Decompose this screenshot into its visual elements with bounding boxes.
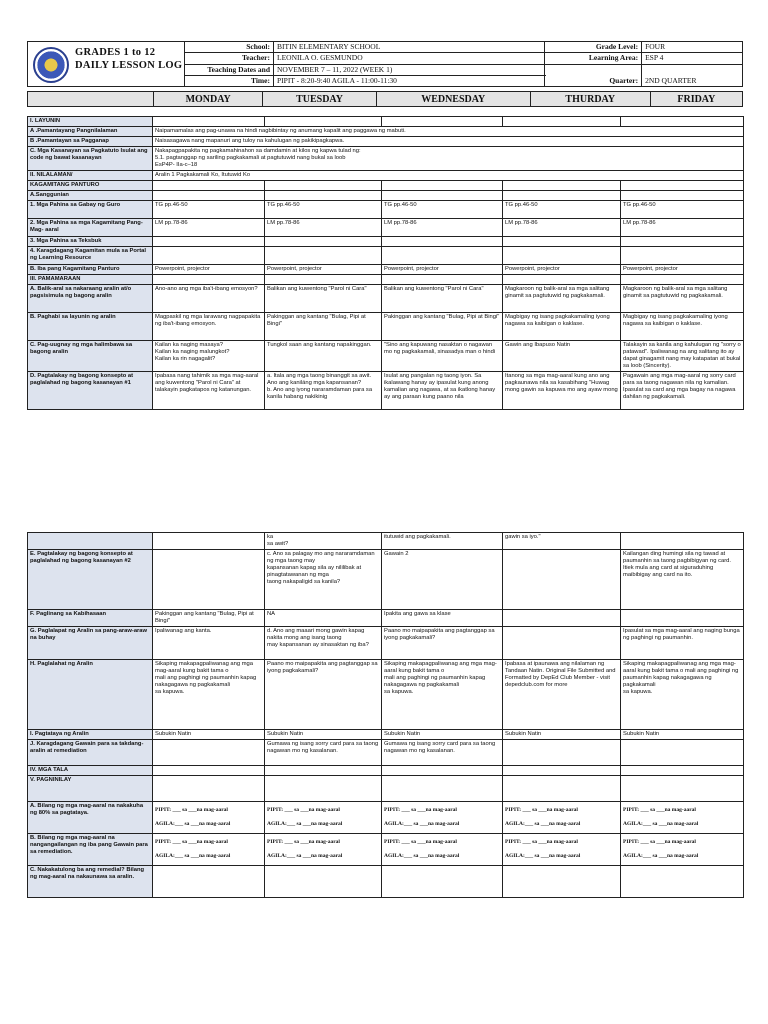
day-cell xyxy=(621,191,744,201)
day-cell: Magbigay ng isang pagkakamaling iyong nagawa sa kaibigan o kaklase. xyxy=(503,313,621,341)
row-label xyxy=(28,533,153,550)
day-cell xyxy=(503,117,621,127)
day-cell xyxy=(621,866,744,898)
day-cell: Sikaping makapagpaliwanag ang mga mag-aaral kung bakit tama o mali ang paghingi ng paumanhin kapag nakagagawa ng pagkakamali sa kapuwa. xyxy=(153,660,265,730)
header-table xyxy=(27,41,743,87)
day-cell: Ipakita ang gawa sa klase xyxy=(382,610,503,627)
school-label: School: xyxy=(185,42,274,53)
day-cell xyxy=(153,766,265,776)
agila-count: AGILA:___ sa ___na mag-aaral xyxy=(155,821,231,827)
day-cell xyxy=(153,191,265,201)
day-cell: itutuwid ang pagkakamali. xyxy=(382,533,503,550)
day-cell: "Sino ang kapuwang nasaktan o nagawan mo ng pagkakamali, sinasadya man o hindi xyxy=(382,341,503,372)
deped-seal-icon xyxy=(33,47,69,83)
day-cell xyxy=(621,776,744,802)
day-cell xyxy=(503,237,621,247)
day-cell xyxy=(503,627,621,660)
table-row xyxy=(28,550,744,610)
pipit-count: PIPIT: ___ sa ___na mag-aaral xyxy=(623,839,696,845)
row-span-cell: Aralin 1 Pagkakamali Ko, Itutuwid Ko xyxy=(153,171,744,181)
day-header-row xyxy=(27,91,743,107)
day-cell xyxy=(265,247,382,265)
day-tuesday: TUESDAY xyxy=(263,92,376,107)
day-cell xyxy=(382,191,503,201)
row-label: A.Sanggunian xyxy=(28,191,153,201)
day-cell xyxy=(265,275,382,285)
teacher-label: Teacher: xyxy=(185,53,274,64)
table-row xyxy=(28,627,744,660)
day-cell: Sikaping makapagpaliwanag ang mga mag-aaral kung bakit tama o mali ang paghingi ng paumanhin kapag nakagagawa ng pagkakamali sa kapuwa. xyxy=(382,660,503,730)
count-cell xyxy=(153,834,265,866)
day-cell: Gawin ang Ibapuso Natin xyxy=(503,341,621,372)
day-cell xyxy=(153,776,265,802)
day-cell: Powerpoint, projector xyxy=(621,265,744,275)
table-row xyxy=(28,372,744,410)
agila-count: AGILA:___ sa ___na mag-aaral xyxy=(155,853,231,859)
grade-label: Grade Level: xyxy=(545,42,642,53)
area-label: Learning Area: xyxy=(545,53,642,64)
grade-value: FOUR xyxy=(642,42,743,53)
agila-count: AGILA:___ sa ___na mag-aaral xyxy=(505,853,581,859)
day-cell xyxy=(503,766,621,776)
table-row xyxy=(28,776,744,802)
day-wednesday: WEDNESDAY xyxy=(376,92,530,107)
row-span-cell: Naipamamalas ang pag-unawa na hindi nagbibintay ng anumang kapalit ang paggawa ng mabuti. xyxy=(153,127,744,137)
pipit-count: PIPIT: ___ sa ___na mag-aaral xyxy=(623,807,696,813)
day-cell: LM pp.78-86 xyxy=(265,219,382,237)
day-cell xyxy=(503,181,621,191)
agila-count: AGILA:___ sa ___na mag-aaral xyxy=(623,853,699,859)
time-label: Time: xyxy=(185,75,274,86)
day-cell: Ipabasa nang tahimik sa mga mag-aaral ang kuwentong "Parol ni Cara" at talakayin pagkatapos ng katanungan. xyxy=(153,372,265,410)
day-cell: Pakinggan ang kantang "Bulag, Pipi at Bingi" xyxy=(265,313,382,341)
table-row xyxy=(28,181,744,191)
row-label: 3. Mga Pahina sa Teksbuk xyxy=(28,237,153,247)
day-cell: LM pp.78-86 xyxy=(153,219,265,237)
dates-label: Teaching Dates and xyxy=(185,64,274,75)
table-row xyxy=(28,730,744,740)
day-cell: Magbigay ng isang pagkakamaling iyong nagawa sa kaibigan o kaklase. xyxy=(621,313,744,341)
table-row xyxy=(28,191,744,201)
day-cell: Paano mo maipapakita ang pagtanggap sa iyong pagkakamali? xyxy=(265,660,382,730)
row-label: 4. Karagdagang Kagamitan mula sa Portal ng Learning Resource xyxy=(28,247,153,265)
table-row xyxy=(28,201,744,219)
table-row xyxy=(28,147,744,171)
count-cell xyxy=(265,834,382,866)
day-cell: TG pp.46-50 xyxy=(382,201,503,219)
row-label: G. Paglalapat ng Aralin sa pang-araw-araw na buhay xyxy=(28,627,153,660)
row-label: II. NILALAMAN/ xyxy=(28,171,153,181)
table-row xyxy=(28,866,744,898)
day-cell xyxy=(621,237,744,247)
day-cell xyxy=(153,866,265,898)
day-cell xyxy=(621,533,744,550)
table-row xyxy=(28,533,744,550)
day-cell: Pagawain ang mga mag-aaral ng sorry card para sa taong nagawan nila ng kamalian. Ipasulat sa card ang mga bagay na nagawa dahilan ng pagkakamali. xyxy=(621,372,744,410)
day-cell xyxy=(265,766,382,776)
row-label: III. PAMAMARAAN xyxy=(28,275,153,285)
day-cell xyxy=(153,740,265,766)
day-cell xyxy=(382,866,503,898)
row-label: IV. MGA TALA xyxy=(28,766,153,776)
header-logo-cell xyxy=(28,42,185,87)
day-cell: a. Itala ang mga taong binanggit sa awit. Ano ang kaniláng mga kapansanan? b. Ano ang iyong nararamdaman para sa kanila habang nakikinig xyxy=(265,372,382,410)
pipit-count: PIPIT: ___ sa ___na mag-aaral xyxy=(155,839,228,845)
time-value: PIPIT - 8:20-9:40 AGILA - 11:00-11:30 xyxy=(274,75,545,86)
day-cell xyxy=(503,610,621,627)
table-row xyxy=(28,265,744,275)
day-cell xyxy=(503,776,621,802)
day-cell: Gawain 2 xyxy=(382,550,503,610)
day-cell: TG pp.46-50 xyxy=(621,201,744,219)
table-row xyxy=(28,127,744,137)
table-row xyxy=(28,117,744,127)
school-value: BITIN ELEMENTARY SCHOOL xyxy=(274,42,545,53)
day-cell xyxy=(153,247,265,265)
row-label: C. Nakakatulong ba ang remedial? Bilang ng mag-aaral na nakaunawa sa aralin. xyxy=(28,866,153,898)
day-cell: TG pp.46-50 xyxy=(153,201,265,219)
day-cell xyxy=(621,117,744,127)
day-cell: c. Ano sa palagay mo ang nararamdaman ng mga taong may kapansanan kapag sila ay nililibak at pinagtatawanan ng mga taong nakapaligid sa kanila? xyxy=(265,550,382,610)
day-cell xyxy=(382,275,503,285)
row-label: A .Pamantayang Pangnilalaman xyxy=(28,127,153,137)
row-span-cell: Naisasagawa nang mapanuri ang tuloy na kahulugan ng pakikipagkapwa. xyxy=(153,137,744,147)
agila-count: AGILA:___ sa ___na mag-aaral xyxy=(267,853,343,859)
pipit-count: PIPIT: ___ sa ___na mag-aaral xyxy=(267,807,340,813)
day-cell xyxy=(265,776,382,802)
pipit-count: PIPIT: ___ sa ___na mag-aaral xyxy=(155,807,228,813)
agila-count: AGILA:___ sa ___na mag-aaral xyxy=(623,821,699,827)
day-cell: Ipabasa at ipaunawa ang nilalaman ng Tandaan Natin. Original File Submitted and Formatted by DepEd Club Member - visit depedclub.com for more xyxy=(503,660,621,730)
day-cell xyxy=(382,117,503,127)
table-row xyxy=(28,237,744,247)
day-cell xyxy=(621,181,744,191)
title-line-2: DAILY LESSON LOG xyxy=(75,60,183,71)
day-cell: Gumawa ng isang sorry card para sa taong nagawan mo ng kasalanan. xyxy=(265,740,382,766)
row-label: F. Paglinang sa Kabihasaan xyxy=(28,610,153,627)
day-cell xyxy=(503,275,621,285)
day-cell xyxy=(503,247,621,265)
day-cell xyxy=(621,740,744,766)
lesson-table-page-1 xyxy=(27,116,744,410)
day-cell: LM pp.78-86 xyxy=(621,219,744,237)
day-cell: Itanong sa mga mag-aaral kung ano ang pagkaunawa nila sa kasabihang "Huwag mong gawin sa kapuwa mo ang ayaw mong xyxy=(503,372,621,410)
table-row xyxy=(28,802,744,834)
table-row xyxy=(28,610,744,627)
day-cell: Subukin Natin xyxy=(621,730,744,740)
table-row xyxy=(28,341,744,372)
day-cell: LM pp.78-86 xyxy=(503,219,621,237)
day-cell: Balikan ang kuwentong "Parol ni Cara" xyxy=(265,285,382,313)
lesson-table-page-2 xyxy=(27,532,744,898)
quarter-value: 2ND QUARTER xyxy=(642,64,743,87)
table-row xyxy=(28,740,744,766)
day-cell xyxy=(621,247,744,265)
row-label: A. Balik-aral sa nakaraang aralin at/o pagsisimula ng bagong aralin xyxy=(28,285,153,313)
day-cell: NA xyxy=(265,610,382,627)
count-cell xyxy=(382,834,503,866)
count-cell xyxy=(265,802,382,834)
row-label: I. Pagtataya ng Aralin xyxy=(28,730,153,740)
day-cell: Sikaping makapagpaliwanag ang mga mag-aaral kung bakit tama o mali ang paghingi ng paumanhin kapag nakagagawa ng pagkakamali sa kapuwa. xyxy=(621,660,744,730)
day-cell xyxy=(153,550,265,610)
count-cell xyxy=(382,802,503,834)
count-cell xyxy=(621,802,744,834)
day-friday: FRIDAY xyxy=(650,92,742,107)
day-cell: Kailan ka naging masaya? Kailan ka naging malungkot? Kailan ka rin nagagalit? xyxy=(153,341,265,372)
agila-count: AGILA:___ sa ___na mag-aaral xyxy=(384,853,460,859)
day-cell: Ipaliwanag ang kanta. xyxy=(153,627,265,660)
day-cell: Subukin Natin xyxy=(265,730,382,740)
day-cell: Paano mo maipapakita ang pagtanggap sa iyong pagkakamali? xyxy=(382,627,503,660)
day-cell: Powerpoint, projector xyxy=(265,265,382,275)
row-label: 2. Mga Pahina sa mga Kagamitang Pang- Mag- aaral xyxy=(28,219,153,237)
day-cell xyxy=(265,191,382,201)
day-cell: Subukin Natin xyxy=(503,730,621,740)
day-cell xyxy=(503,866,621,898)
day-cell xyxy=(265,866,382,898)
day-cell xyxy=(265,117,382,127)
day-cell: Ipasulat sa mga mag-aaral ang naging bunga ng paghingi ng paumanhin. xyxy=(621,627,744,660)
day-cell: Kailangan ding humingi sila ng tawad at paumanhin sa taong pagbibigyan ng card. Itiek mula ang card at siguraduhing maibibigay ang card na ito. xyxy=(621,550,744,610)
day-cell xyxy=(621,275,744,285)
day-cell xyxy=(621,610,744,627)
day-cell xyxy=(382,181,503,191)
row-label: B .Pamantayan sa Pagganap xyxy=(28,137,153,147)
table-row xyxy=(28,660,744,730)
teacher-value: LEONILA O. GESMUNDO xyxy=(274,53,545,64)
count-cell xyxy=(503,802,621,834)
row-label: KAGAMITANG PANTURO xyxy=(28,181,153,191)
day-cell xyxy=(265,181,382,191)
table-row xyxy=(28,171,744,181)
row-label: J. Karagdagang Gawain para sa takdang- aralin at remediation xyxy=(28,740,153,766)
agila-count: AGILA:___ sa ___na mag-aaral xyxy=(384,821,460,827)
day-cell: Powerpoint, projector xyxy=(153,265,265,275)
row-label: V. PAGNINILAY xyxy=(28,776,153,802)
row-label: B. Iba pang Kagamitang Panturo xyxy=(28,265,153,275)
day-header-blank xyxy=(28,92,154,107)
day-cell xyxy=(503,191,621,201)
table-row xyxy=(28,285,744,313)
row-label: C. Mga Kasanayan sa Pagkatuto Isulat ang code ng bawat kasanayan xyxy=(28,147,153,171)
row-label: C. Pag-uugnay ng mga halimbawa sa bagong aralin xyxy=(28,341,153,372)
day-cell: Talakayin sa kanila ang kahulugan ng "sorry o patawad". Ipaliwanag na ang salitang ito ay dapat ginagamit nang may katapatan at bukal sa loob (Sincerity). xyxy=(621,341,744,372)
count-cell xyxy=(503,834,621,866)
day-cell xyxy=(265,237,382,247)
pipit-count: PIPIT: ___ sa ___na mag-aaral xyxy=(267,839,340,845)
day-cell: Ano-ano ang mga iba't-ibang emosyon? xyxy=(153,285,265,313)
day-cell: Magkaroon ng balik-aral sa mga salitang ginamit sa pagtutuwid ng pagkakamali. xyxy=(503,285,621,313)
pipit-count: PIPIT: ___ sa ___na mag-aaral xyxy=(384,839,457,845)
day-cell xyxy=(382,766,503,776)
row-label: B. Paghabi sa layunin ng aralin xyxy=(28,313,153,341)
dates-value: NOVEMBER 7 – 11, 2022 (WEEK 1) xyxy=(274,64,545,75)
count-cell xyxy=(621,834,744,866)
table-row xyxy=(28,247,744,265)
row-label: E. Pagtalakay ng bagong konsepto at paglalahad ng bagong kasanayan #2 xyxy=(28,550,153,610)
agila-count: AGILA:___ sa ___na mag-aaral xyxy=(267,821,343,827)
day-cell: Powerpoint, projector xyxy=(382,265,503,275)
day-cell: Balikan ang kuwentong "Parol ni Cara" xyxy=(382,285,503,313)
day-cell xyxy=(153,237,265,247)
day-cell: Gumawa ng isang sorry card para sa taong nagawan mo ng kasalanan. xyxy=(382,740,503,766)
day-cell: Magpaskil ng mga larawang nagpapakita ng iba't-ibang emosyon. xyxy=(153,313,265,341)
day-cell: Pakinggan ang kantang "Bulag, Pipi at Bingi" xyxy=(382,313,503,341)
table-row xyxy=(28,313,744,341)
pipit-count: PIPIT: ___ sa ___na mag-aaral xyxy=(384,807,457,813)
table-row xyxy=(28,219,744,237)
day-cell xyxy=(382,247,503,265)
day-thursday: THURDAY xyxy=(530,92,650,107)
day-cell xyxy=(153,275,265,285)
day-cell xyxy=(503,550,621,610)
day-cell: Subukin Natin xyxy=(153,730,265,740)
day-cell xyxy=(153,117,265,127)
table-row xyxy=(28,834,744,866)
day-monday: MONDAY xyxy=(154,92,263,107)
day-cell: Subukin Natin xyxy=(382,730,503,740)
day-cell xyxy=(382,776,503,802)
row-label: B. Bilang ng mga mag-aaral na nangangailangan ng iba pang Gawain para sa remediation. xyxy=(28,834,153,866)
table-row xyxy=(28,275,744,285)
day-cell: LM pp.78-86 xyxy=(382,219,503,237)
count-cell xyxy=(153,802,265,834)
agila-count: AGILA:___ sa ___na mag-aaral xyxy=(505,821,581,827)
pipit-count: PIPIT: ___ sa ___na mag-aaral xyxy=(505,839,578,845)
pipit-count: PIPIT: ___ sa ___na mag-aaral xyxy=(505,807,578,813)
day-cell: gawin sa iyo." xyxy=(503,533,621,550)
table-row xyxy=(28,766,744,776)
day-cell: TG pp.46-50 xyxy=(265,201,382,219)
table-row xyxy=(28,137,744,147)
day-cell xyxy=(153,181,265,191)
day-cell: Pakinggan ang kantang "Bulag, Pipi at Bingi" xyxy=(153,610,265,627)
row-label: I. LAYUNIN xyxy=(28,117,153,127)
day-cell xyxy=(153,533,265,550)
day-cell: d. Ano ang maaari mong gawin kapag nakita mong ang isang taong may kapansanan ay sinasaktan ng iba? xyxy=(265,627,382,660)
quarter-label: Quarter: xyxy=(545,64,642,87)
title-line-1: GRADES 1 to 12 xyxy=(75,47,156,58)
day-cell: Powerpoint, projector xyxy=(503,265,621,275)
row-label: 1. Mga Pahina sa Gabay ng Guro xyxy=(28,201,153,219)
day-cell: Isulat ang pangalan ng taong iyon. Sa ikalawang hanay ay ipasulat kung anong kamalian ang nagawa, at sa ikatlong hanay ay ang paraan kung paano nila xyxy=(382,372,503,410)
row-label: H. Paglalahat ng Aralin xyxy=(28,660,153,730)
area-value: ESP 4 xyxy=(642,53,743,64)
row-span-cell: Nakapagpapakita ng pagkamahinahon sa damdamin at kilos ng kapwa tulad ng: 5.1. pagtanggap ng sariling pagkakamali at pagtutuwid nang bukal sa loob EsP4P- IIa-c–18 xyxy=(153,147,744,171)
row-label: D. Pagtalakay ng bagong konsepto at paglalahad ng bagong kasanayan #1 xyxy=(28,372,153,410)
day-cell xyxy=(382,237,503,247)
day-cell xyxy=(621,766,744,776)
day-cell: ka sa awit? xyxy=(265,533,382,550)
day-cell xyxy=(503,740,621,766)
day-cell: TG pp.46-50 xyxy=(503,201,621,219)
day-cell: Magkaroon ng balik-aral sa mga salitang ginamit sa pagtutuwid ng pagkakamali. xyxy=(621,285,744,313)
day-cell: Tungkol saan ang kantang napakinggan. xyxy=(265,341,382,372)
row-label: A. Bilang ng mga mag-aaral na nakakuha ng 80% sa pagtataya. xyxy=(28,802,153,834)
